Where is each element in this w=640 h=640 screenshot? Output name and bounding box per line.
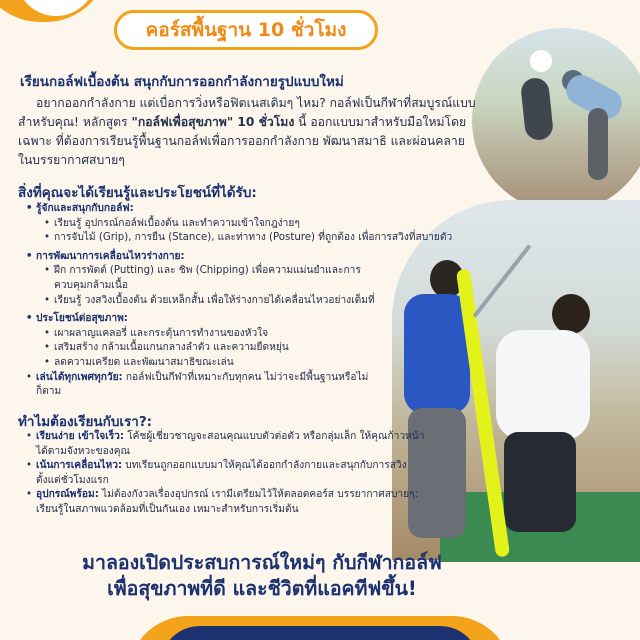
photo-student-head bbox=[552, 294, 590, 334]
benefits-list bbox=[26, 202, 456, 400]
benefit-group-items bbox=[26, 264, 386, 308]
photo-coach-legs bbox=[588, 108, 608, 180]
call-to-action bbox=[12, 550, 512, 602]
intro-course-name: "กอล์ฟเพื่อสุขภาพ" 10 ชั่วโมง bbox=[131, 115, 295, 129]
cta-line-1: มาลองเปิดประสบการณ์ใหม่ๆ กับกีฬากอล์ฟ bbox=[82, 551, 442, 574]
why-item-title: เน้นการเคลื่อนไหว: bbox=[36, 460, 123, 472]
list-item: • เรียนรู้ อุปกรณ์กอล์ฟเบื้องต้น และทำความเข้าใจกฎง่ายๆ bbox=[44, 217, 456, 232]
course-title-banner bbox=[114, 10, 378, 50]
benefits-heading: สิ่งที่คุณจะได้เรียนรู้และประโยชน์ที่ได้รับ: bbox=[18, 185, 257, 201]
list-item: • เสริมสร้าง กล้ามเนื้อแกนกลางลำตัว และความยืดหยุ่น bbox=[44, 341, 456, 356]
intro-heading: เรียนกอล์ฟเบื้องต้น สนุกกับการออกกำลังกายรูปแบบใหม่ bbox=[20, 74, 344, 90]
list-item-all-ages bbox=[26, 371, 386, 400]
why-item-title: เรียนง่าย เข้าใจเร็ว: bbox=[36, 431, 124, 442]
list-item: • ลดความเครียด และพัฒนาสมาธิขณะเล่น bbox=[44, 356, 456, 371]
cta-line-2: เพื่อสุขภาพที่ดี และชีวิตที่แอคทีฟขึ้น! bbox=[107, 577, 417, 600]
list-item: • เผาผลาญแคลอรี่ และกระตุ้นการทำงานของหัวใจ bbox=[44, 327, 456, 342]
list-item: • เรียนรู้ วงสวิงเบื้องต้น ด้วยเหล็กสั้น เพื่อให้ร่างกายได้เคลื่อนไหวอย่างเต็มที่ bbox=[44, 294, 386, 309]
photo-student-white-shirt bbox=[496, 330, 590, 440]
why-item-text: บทเรียนถูกออกแบบมาให้คุณได้ออกกำลังกายและสนุกกับการสวิงตั้งแต่ชั่วโมงแรก bbox=[36, 460, 407, 486]
list-item bbox=[26, 430, 426, 459]
intro-text-start: อยากออกกำลังกาย แต่เบื่อการวิ่งหรือฟิตเนสเดิมๆ ไหม? กอล์ฟเป็นกีฬาที่สมบูรณ์แบบสำหรับคุณ! หลักสูตร bbox=[18, 96, 476, 129]
list-item bbox=[26, 488, 426, 517]
benefit-group-title: • รู้จักและสนุกกับกอล์ฟ: bbox=[26, 202, 456, 217]
intro-paragraph bbox=[18, 94, 476, 170]
benefit-group-items bbox=[26, 217, 456, 246]
benefit-group-title: • ประโยชน์ต่อสุขภาพ: bbox=[26, 312, 456, 327]
course-title: คอร์สพื้นฐาน 10 ชั่วโมง bbox=[145, 19, 347, 41]
benefit-group-title: • การพัฒนาการเคลื่อนไหวร่างกาย: bbox=[26, 250, 456, 265]
intro-text-end: นี้ ออกแบบมาสำหรับมือใหม่โดยเฉพาะ ที่ต้องการเรียนรู้พื้นฐานกอล์ฟเพื่อการออกกำลังกาย พัฒนาสมาธิ และผ่อนคลายในบรรยากาศสบายๆ bbox=[18, 115, 467, 167]
list-item: • การจับไม้ (Grip), การยืน (Stance), และท่าทาง (Posture) ที่ถูกต้อง เพื่อการสวิงที่สบายตัว bbox=[44, 231, 456, 246]
navy-arc-bottom bbox=[160, 626, 480, 640]
why-list bbox=[26, 430, 426, 518]
all-ages-text: กอล์ฟเป็นกีฬาที่เหมาะกับทุกคน ไม่ว่าจะมีพื้นฐานหรือไม่ก็ตาม bbox=[36, 371, 369, 398]
why-item-text: โค้ชผู้เชี่ยวชาญจะสอนคุณแบบตัวต่อตัว หรือกลุ่มเล็ก ให้คุณก้าวหน้าได้ตามจังหวะของคุณ bbox=[36, 431, 425, 457]
why-item-title: อุปกรณ์พร้อม: bbox=[36, 489, 99, 501]
all-ages-title: เล่นได้ทุกเพศทุกวัย: bbox=[36, 371, 123, 383]
why-item-text: ไม่ต้องกังวลเรื่องอุปกรณ์ เรามีเตรียมไว้ให้ตลอดคอร์ส บรรยากาศสบายๆ: เรียนรู้ในสภาพแวดล้อมที่เป็นกันเอง เหมาะสำหรับการเริ่มต้น bbox=[36, 489, 419, 515]
photo-person-cap bbox=[530, 50, 552, 72]
list-item bbox=[26, 459, 426, 488]
why-heading: ทำไมต้องเรียนกับเรา?: bbox=[18, 414, 153, 430]
list-item: • ฝึก การพัตต์ (Putting) และ ชิพ (Chipping) เพื่อความแม่นยำและการควบคุมกล้ามเนื้อ bbox=[44, 264, 386, 293]
photo-lesson-outdoor bbox=[472, 28, 640, 212]
benefit-group-items bbox=[26, 327, 456, 371]
photo-student-legs bbox=[504, 432, 576, 532]
